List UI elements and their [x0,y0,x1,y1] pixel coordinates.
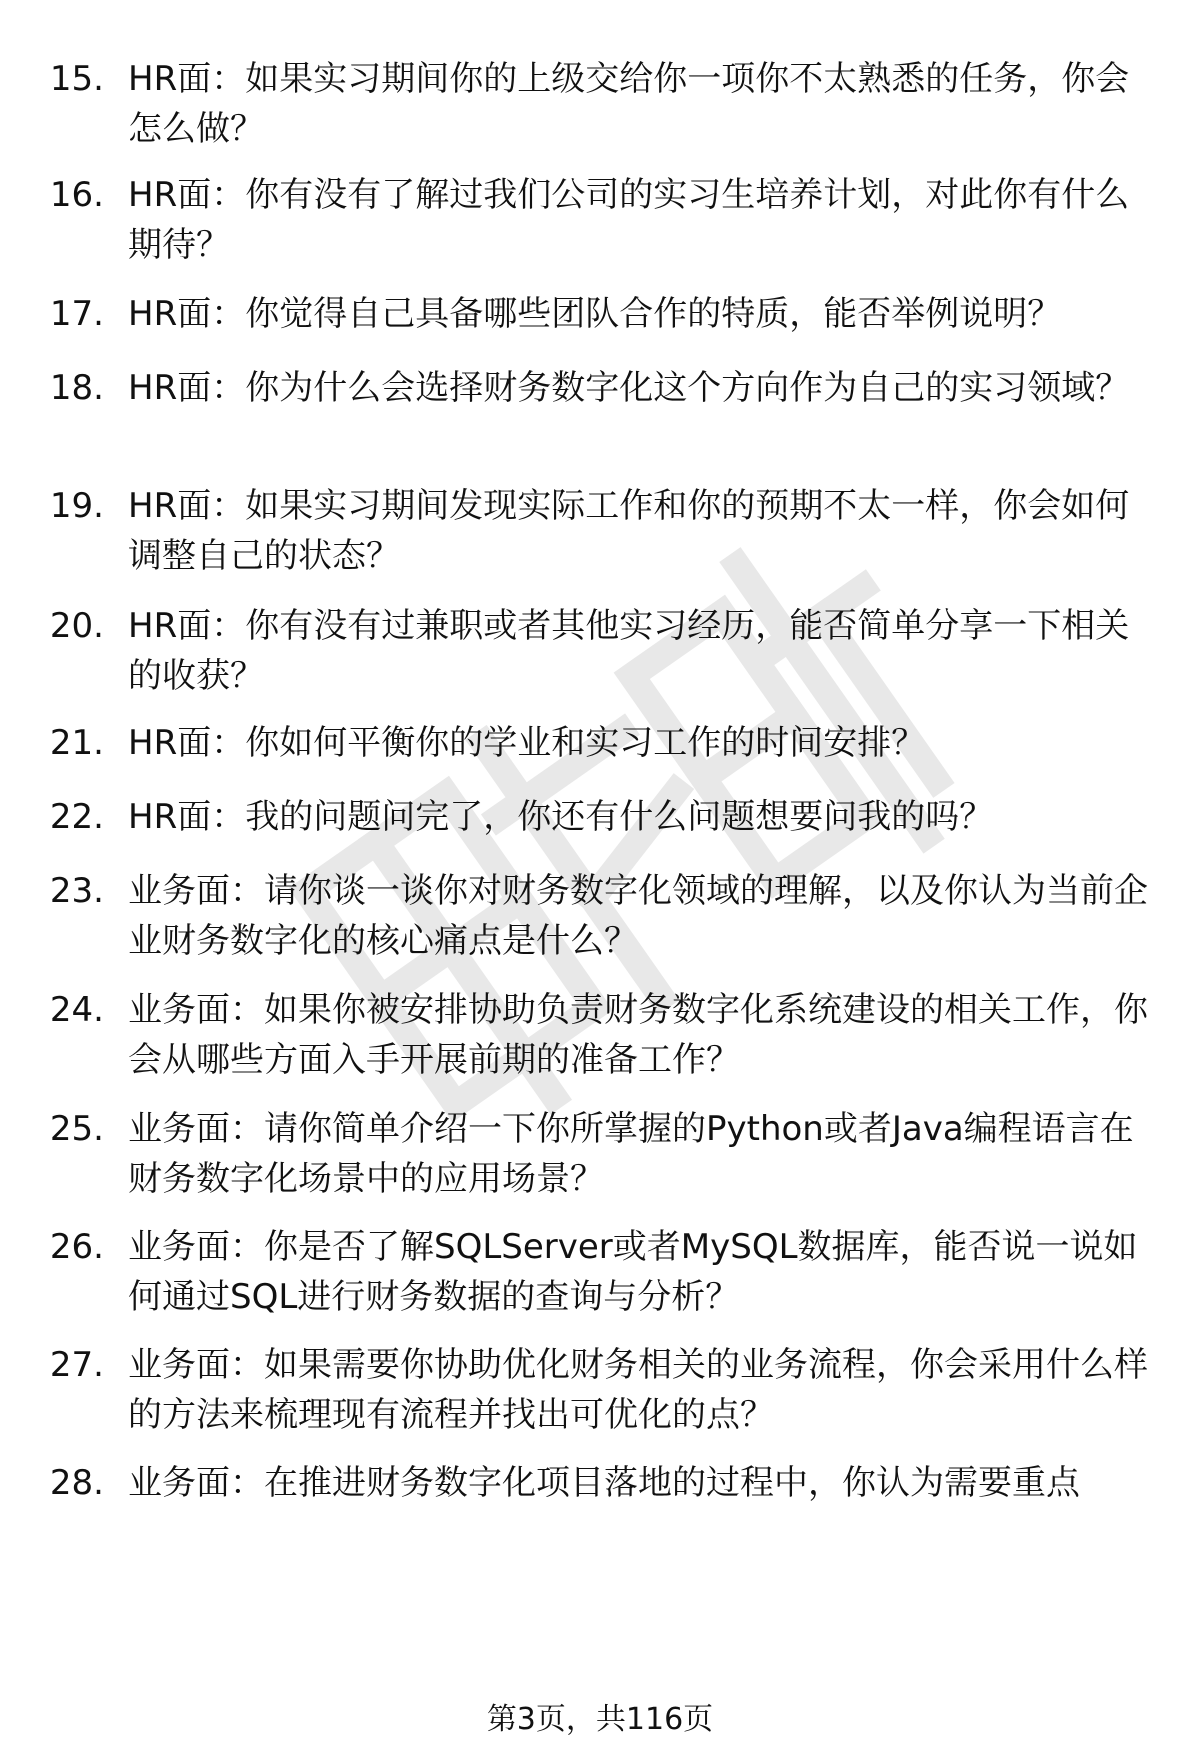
item-number: 27. [49,1345,104,1385]
item-text: HR面：我的问题问完了，你还有什么问题想要问我的吗？ [128,797,994,837]
item-text: HR面：你为什么会选择财务数字化这个方向作为自己的实习领域？ [128,368,1130,408]
item-text: HR面：如果实习期间发现实际工作和你的预期不太一样，你会如何调整自己的状态？ [128,486,1130,576]
item-text: 业务面：请你谈一谈你对财务数字化领域的理解，以及你认为当前企业财务数字化的核心痛点是什么？ [128,871,1148,961]
item-text: HR面：你有没有过兼职或者其他实习经历，能否简单分享一下相关的收获？ [128,606,1130,696]
item-text: 业务面：如果你被安排协助负责财务数字化系统建设的相关工作，你会从哪些方面入手开展前期的准备工作？ [128,990,1148,1080]
item-number: 25. [49,1109,104,1149]
item-text: HR面：你觉得自己具备哪些团队合作的特质，能否举例说明？ [128,294,1062,334]
item-number: 18. [49,368,104,408]
item-text: 业务面：请你简单介绍一下你所掌握的Python或者Java编程语言在财务数字化场景中的应用场景？ [128,1109,1134,1199]
item-text: 业务面：你是否了解SQLServer或者MySQL数据库，能否说一说如何通过SQL进行财务数据的查询与分析？ [128,1227,1138,1317]
item-number: 19. [49,486,104,526]
item-number: 17. [49,294,104,334]
item-number: 26. [49,1227,104,1267]
item-text: HR面：如果实习期间你的上级交给你一项你不太熟悉的任务，你会怎么做？ [128,59,1130,149]
item-number: 15. [49,59,104,99]
item-text: HR面：你如何平衡你的学业和实习工作的时间安排？ [128,723,926,763]
item-number: 20. [49,606,104,646]
item-number: 21. [49,723,104,763]
item-text: 业务面：如果需要你协助优化财务相关的业务流程，你会采用什么样的方法来梳理现有流程并找出可优化的点？ [128,1345,1148,1435]
page-number: 第3页，共116页 [486,1702,714,1737]
item-number: 24. [49,990,104,1030]
item-text: HR面：你有没有了解过我们公司的实习生培养计划，对此你有什么期待？ [128,175,1130,265]
item-number: 16. [49,175,104,215]
item-text: 业务面：在推进财务数字化项目落地的过程中，你认为需要重点 [128,1463,1080,1503]
item-number: 28. [49,1463,104,1503]
item-number: 22. [49,797,104,837]
item-number: 23. [49,871,104,911]
